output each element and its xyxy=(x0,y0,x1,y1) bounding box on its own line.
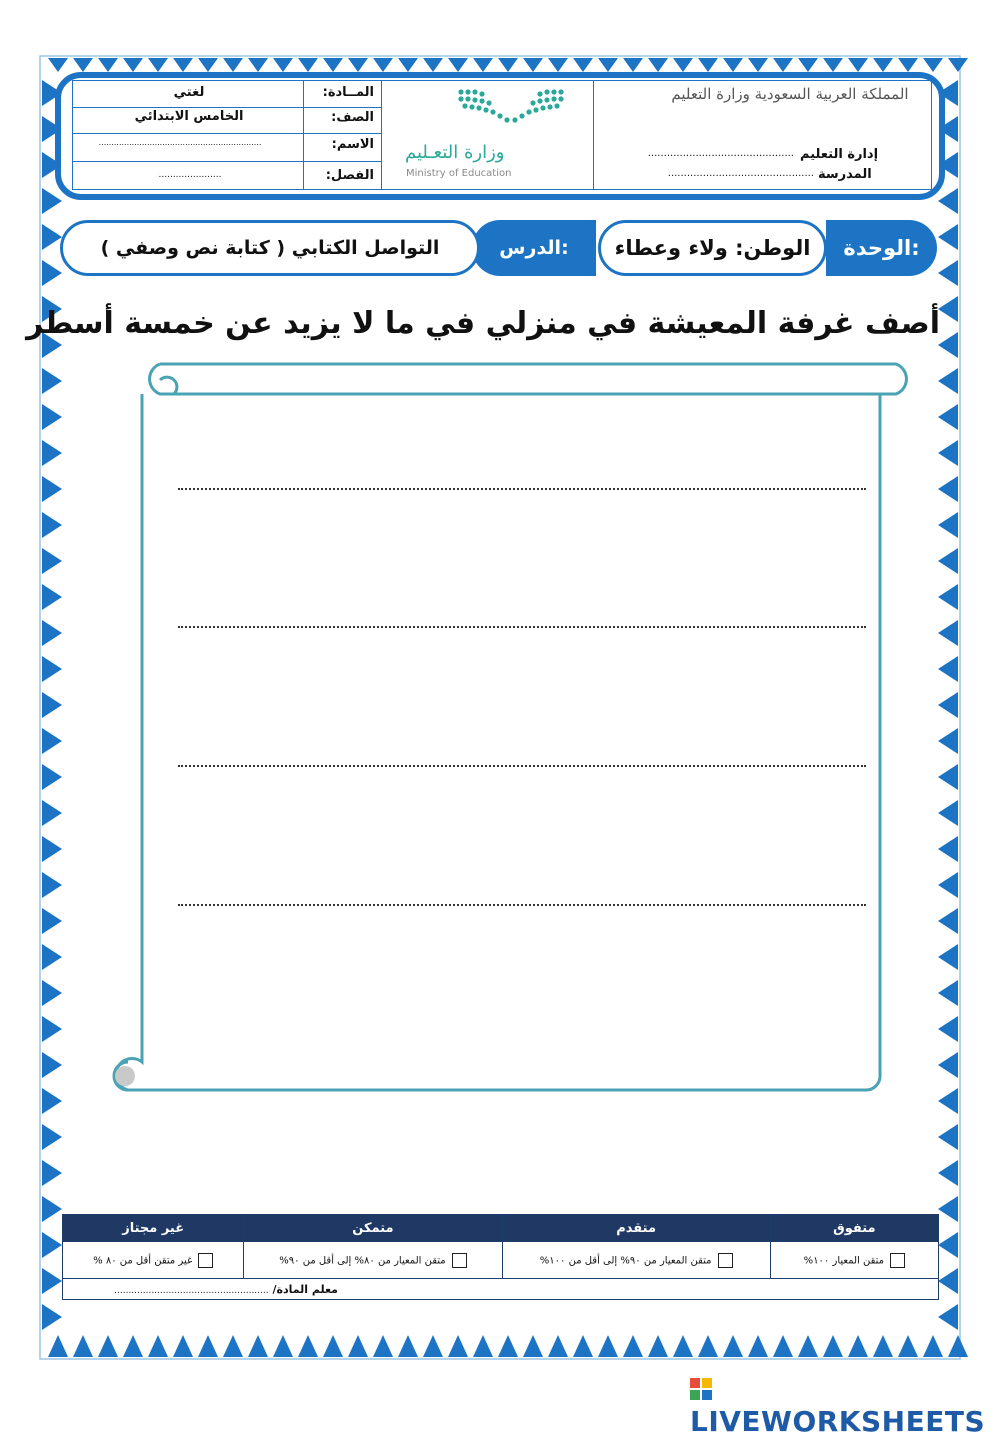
level-header: غير مجتاز xyxy=(63,1215,244,1242)
writing-line[interactable] xyxy=(178,488,866,490)
criterion-text: غير متقن أقل من ٨٠ % xyxy=(93,1255,193,1266)
criterion-cell xyxy=(502,1242,770,1279)
teacher-label: معلم المادة/ xyxy=(272,1282,338,1296)
unit-label: الوحدة: xyxy=(826,220,937,276)
writing-line[interactable] xyxy=(178,765,866,767)
lesson-label: الدرس: xyxy=(472,220,596,276)
unit-value: الوطن: ولاء وعطاء xyxy=(598,220,827,276)
criterion-cell xyxy=(244,1242,502,1279)
criterion-text: متقن المعيار من ٨٠% إلى أقل من ٩٠% xyxy=(279,1255,446,1266)
education-admin-label: إدارة التعليم xyxy=(800,147,879,162)
task-title: أصف غرفة المعيشة في منزلي في ما لا يزيد عن خمسة أسطر xyxy=(26,306,940,341)
level-header: متمكن xyxy=(244,1215,502,1242)
class-label: الفصل: xyxy=(325,168,374,183)
watermark-text: LIVEWORKSHEETS xyxy=(690,1405,986,1438)
level-header: متفوق xyxy=(770,1215,938,1242)
subject-value: لغتي xyxy=(173,85,205,100)
checkbox[interactable] xyxy=(718,1253,733,1268)
subject-label: المــادة: xyxy=(322,85,374,100)
name-dots: ................................................................ xyxy=(98,138,262,147)
criterion-text: متقن المعيار من ٩٠% إلى أقل من ١٠٠% xyxy=(539,1255,712,1266)
checkbox[interactable] xyxy=(198,1253,213,1268)
teacher-dots[interactable]: ...................................................... xyxy=(114,1285,269,1296)
kingdom-calligraphy: المملكة العربية السعودية وزارة التعليم xyxy=(671,85,909,103)
writing-line[interactable] xyxy=(178,626,866,628)
ministry-name-english: Ministry of Education xyxy=(406,168,512,179)
lesson-value: التواصل الكتابي ( كتابة نص وصفي ) xyxy=(60,220,480,276)
rubric-table xyxy=(62,1214,939,1300)
school-label: المدرسة xyxy=(818,167,872,182)
checkbox[interactable] xyxy=(452,1253,467,1268)
writing-line[interactable] xyxy=(178,904,866,906)
liveworksheets-logo-icon xyxy=(690,1378,712,1400)
criterion-cell xyxy=(770,1242,938,1279)
ministry-name-arabic: وزارة التعـليم xyxy=(405,142,505,163)
name-label: الاسم: xyxy=(331,137,374,152)
school-dots: .............................................. xyxy=(667,168,814,179)
criterion-text: متقن المعيار ١٠٠% xyxy=(803,1255,885,1266)
teacher-signature-row xyxy=(63,1279,939,1300)
class-dots: ...................... xyxy=(158,170,222,180)
liveworksheets-watermark xyxy=(690,1372,1000,1438)
grade-label: الصف: xyxy=(331,110,374,125)
criterion-cell xyxy=(63,1242,244,1279)
education-admin-dots: .............................................. xyxy=(648,148,794,159)
level-header: متقدم xyxy=(502,1215,770,1242)
grade-value: الخامس الابتدائي xyxy=(134,109,244,124)
checkbox[interactable] xyxy=(890,1253,905,1268)
